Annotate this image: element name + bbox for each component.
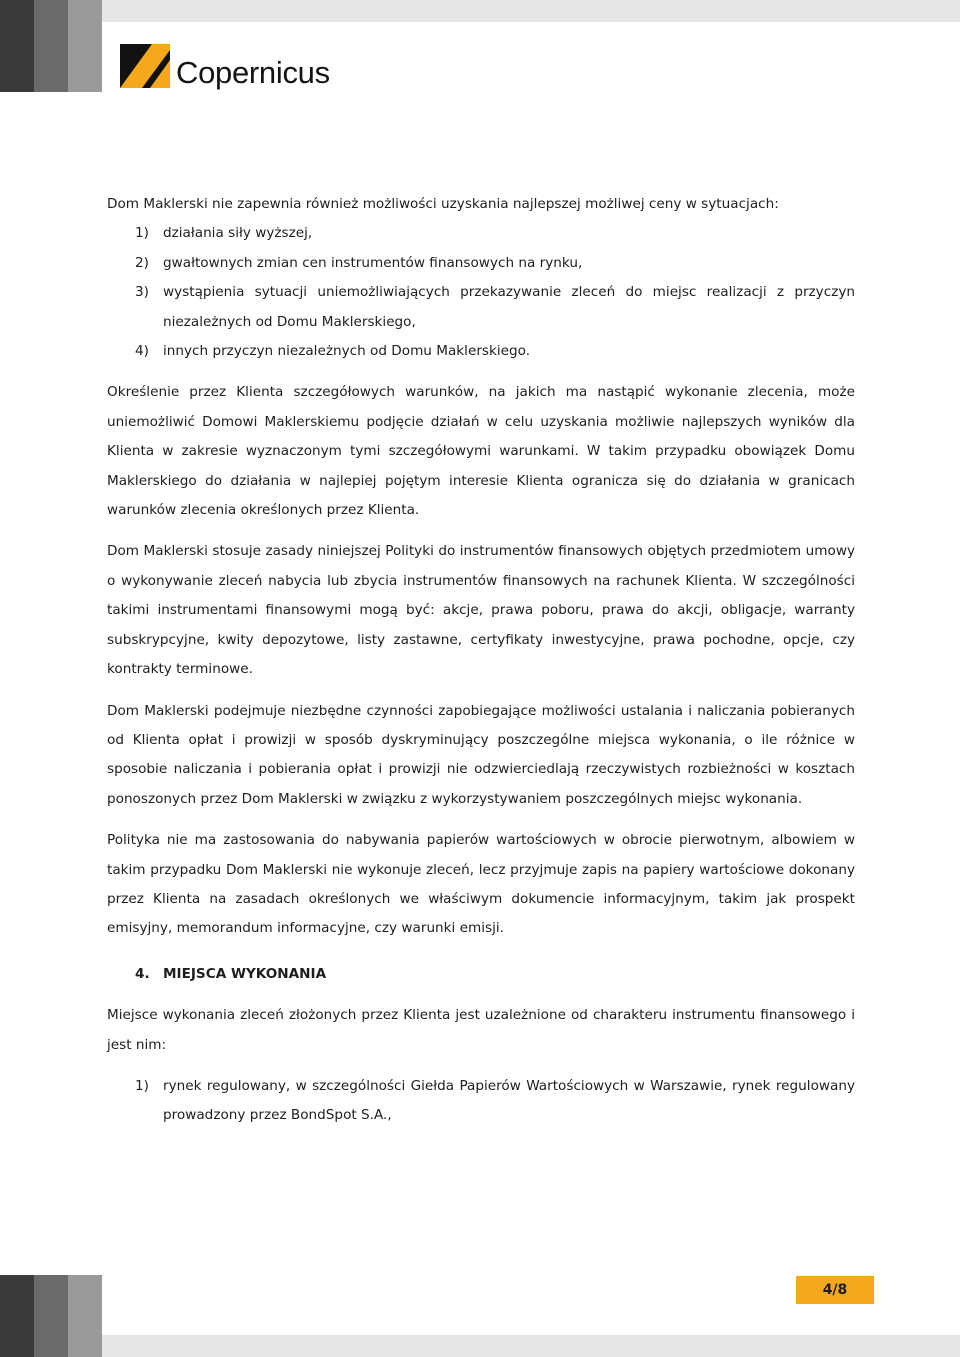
section-intro: Miejsce wykonania zleceń złożonych przez Klienta jest uzależnione od charakteru instrumentu finansowego i jest nim:: [107, 1007, 855, 1053]
stripe-dark: [0, 0, 34, 92]
stripe-light: [68, 1275, 102, 1357]
document-body: [107, 190, 855, 1131]
header-band: [102, 0, 960, 22]
header-stripes: [0, 0, 102, 92]
paragraph: Dom Maklerski stosuje zasady niniejszej Polityki do instrumentów finansowych objętych przedmiotem umowy o wykonywanie zleceń nabycia lub zbycia instrumentów finansowych na rachunek Klienta. W szczególności takimi instrumentami finansowymi mogą być: akcje, prawa poboru, prawa do akcji, obligacje, warranty subskrypcyjne, kwity depozytowe, listy zastawne, certyfikaty inwestycyjne, prawa pochodne, opcje, czy kontrakty terminowe.: [107, 543, 855, 678]
list-item: 1) działania siły wyższej,: [135, 225, 313, 242]
section-heading: 4. MIEJSCA WYKONANIA: [135, 965, 327, 982]
logo-text: Copernicus: [176, 55, 330, 90]
footer-band: [102, 1335, 960, 1357]
paragraph: Dom Maklerski podejmuje niezbędne czynności zapobiegające możliwości ustalania i naliczania pobieranych od Klienta opłat i prowizji w sposób dyskryminujący poszczególne miejsca wykonania, o ile różnice w sposobie naliczania i pobierania opłat i prowizji nie odzwierciedlają rzeczywistych rozbieżności w kosztach ponoszonych przez Dom Maklerski w związku z wykorzystywaniem poszczególnych miejsc wykonania.: [107, 702, 855, 807]
paragraph: Określenie przez Klienta szczegółowych warunków, na jakich ma nastąpić wykonanie zlecenia, może uniemożliwić Domowi Maklerskiemu podjęcie działań w celu uzyskania możliwie najlepszych wyników dla Klienta w zakresie wyznaczonym tymi szczegółowymi warunkami. W takim przypadku obowiązek Domu Maklerskiego do działania w najlepiej pojętym interesie Klienta ogranicza się do działania w granicach warunków zlecenia określonych przez Klienta.: [107, 384, 855, 519]
intro-paragraph: Dom Maklerski nie zapewnia również możliwości uzyskania najlepszej możliwej ceny w sytuacjach:: [107, 196, 779, 212]
stripe-light: [68, 0, 102, 92]
venues-list: [107, 1072, 855, 1131]
stripe-mid: [34, 1275, 68, 1357]
list-item: 2) gwałtownych zmian cen instrumentów finansowych na rynku,: [135, 254, 583, 271]
list-item: 3) wystąpienia sytuacji uniemożliwiających przekazywanie zleceń do miejsc realizacji z przyczyn niezależnych od Domu Maklerskiego,: [135, 284, 855, 330]
stripe-mid: [34, 0, 68, 92]
footer-stripes: [0, 1275, 102, 1357]
logo-mark-icon: [120, 44, 170, 88]
stripe-dark: [0, 1275, 34, 1357]
paragraph: Polityka nie ma zastosowania do nabywania papierów wartościowych w obrocie pierwotnym, albowiem w takim przypadku Dom Maklerski nie wykonuje zleceń, lecz przyjmuje zapis na papiery wartościowe dokonany przez Klienta na zasadach określonych we właściwym dokumencie informacyjnym, takim jak prospekt emisyjny, memorandum informacyjne, czy warunki emisji.: [107, 832, 855, 937]
list-item: 4) innych przyczyn niezależnych od Domu Maklerskiego.: [135, 343, 531, 360]
situations-list: [107, 219, 855, 366]
page-number-badge: 4/8: [796, 1276, 874, 1304]
list-item: 1) rynek regulowany, w szczególności Giełda Papierów Wartościowych w Warszawie, rynek regulowany prowadzony przez BondSpot S.A.,: [135, 1077, 855, 1124]
company-logo: [120, 44, 330, 88]
